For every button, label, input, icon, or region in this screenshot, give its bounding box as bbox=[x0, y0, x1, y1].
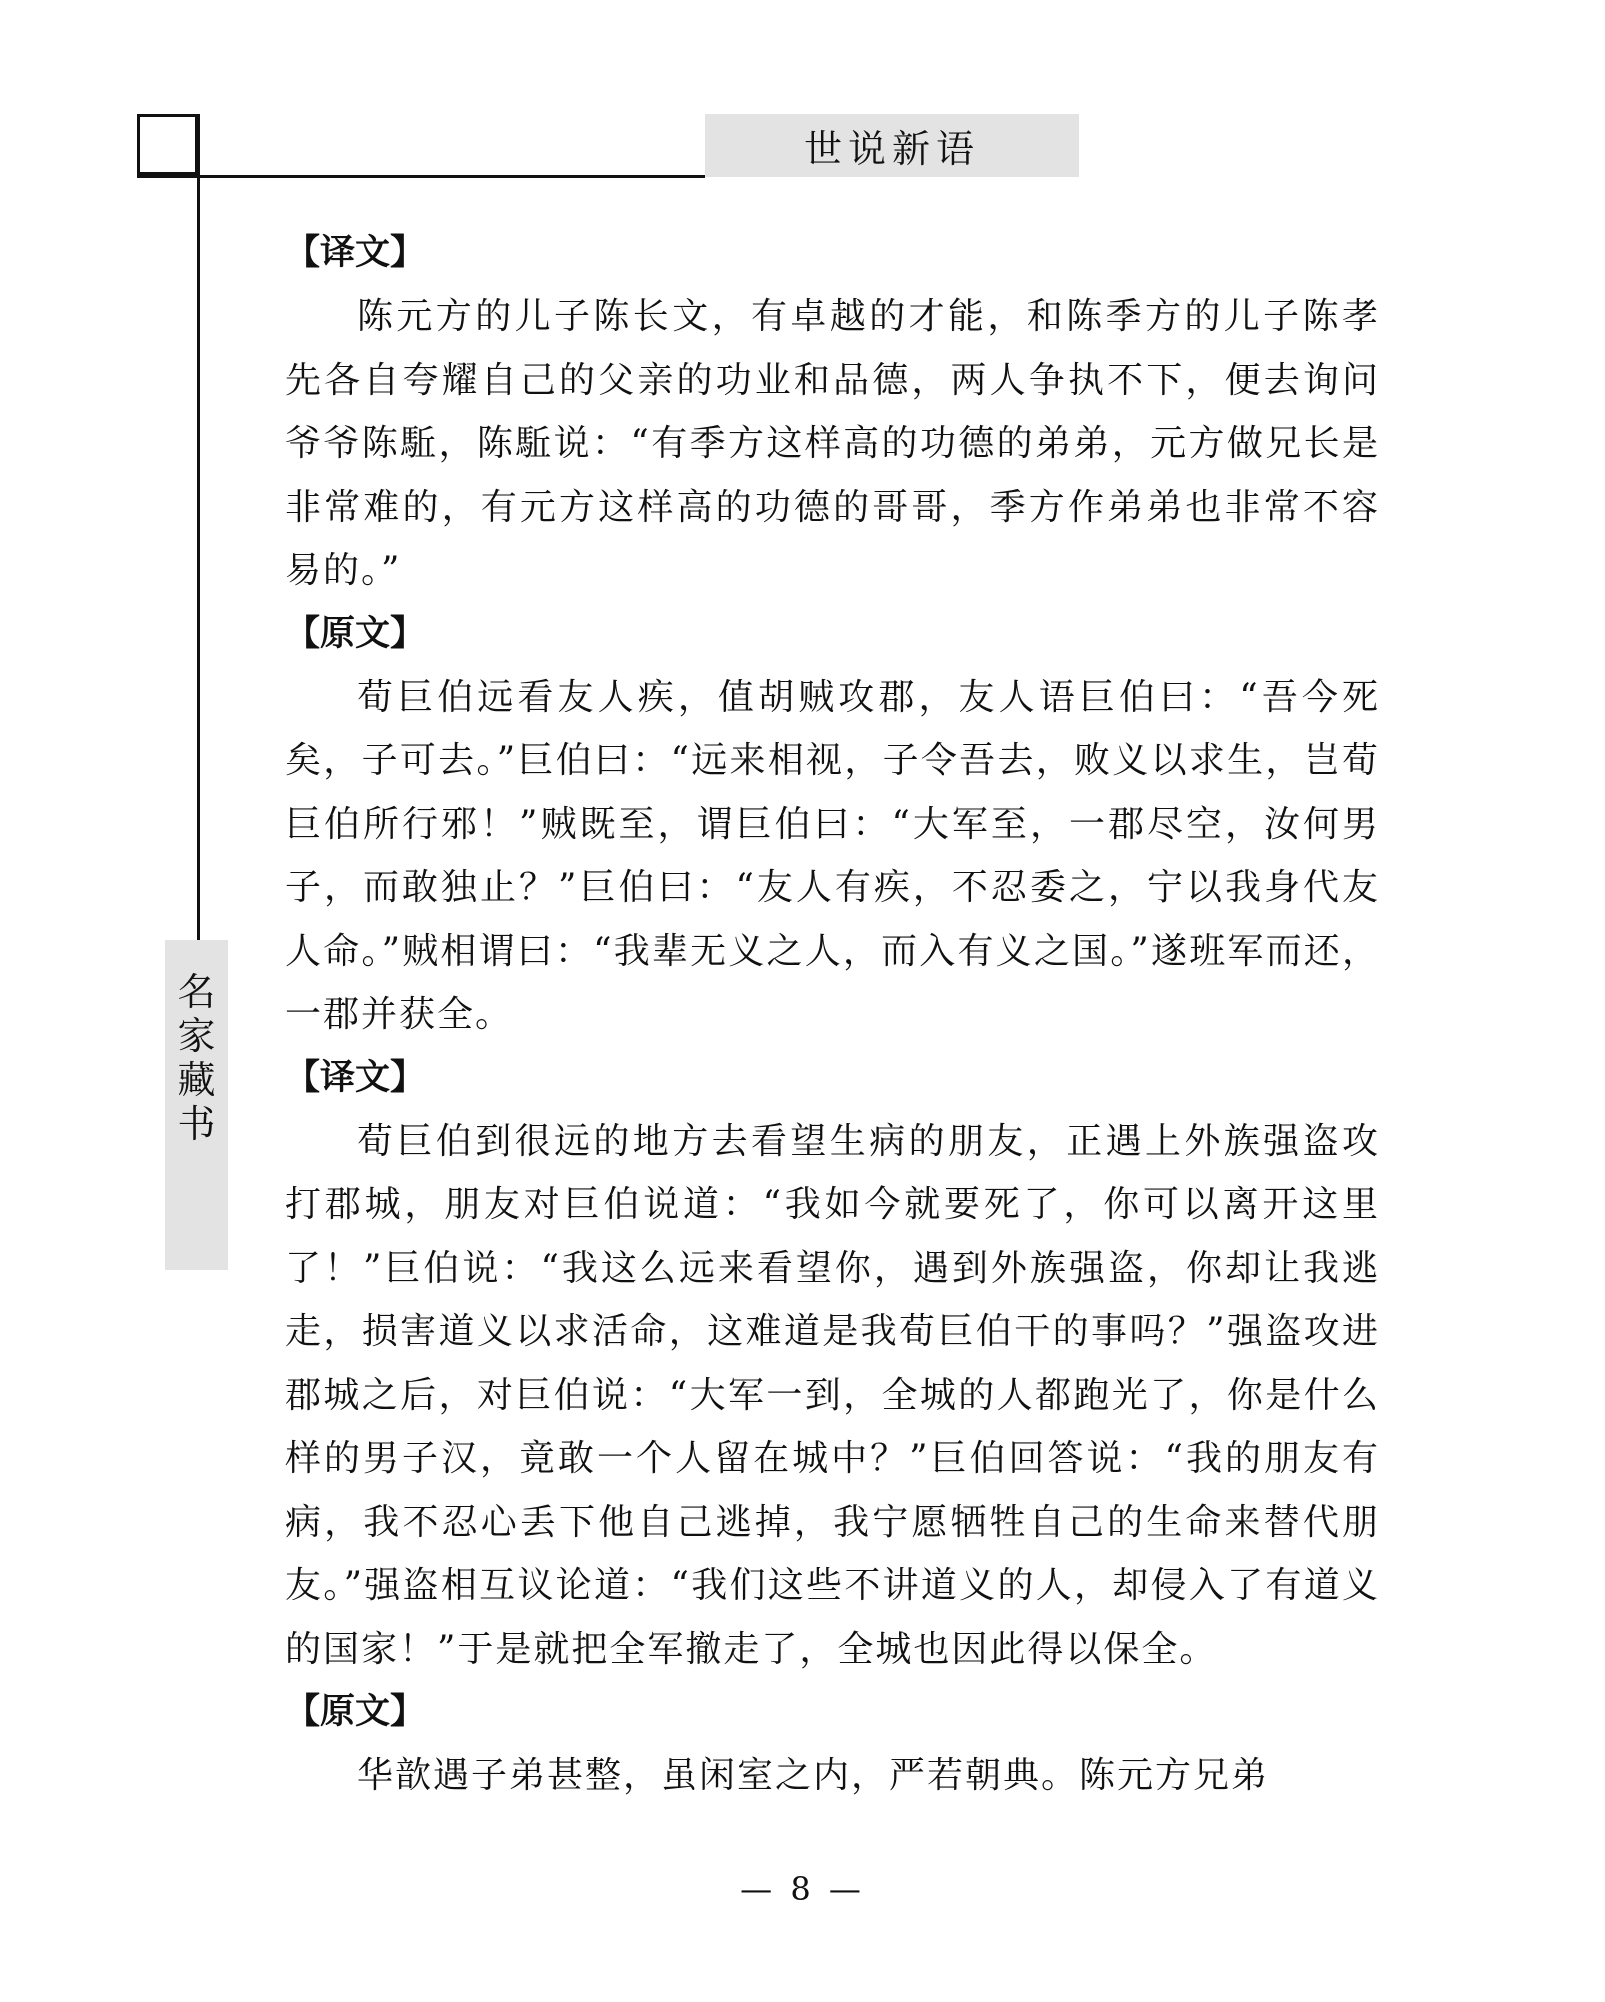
section-heading-original: 【原文】 bbox=[285, 1692, 426, 1732]
section-heading-translation: 【译文】 bbox=[285, 1057, 426, 1098]
side-series-tab bbox=[165, 940, 228, 1270]
side-tab-char: 家 bbox=[177, 1014, 216, 1058]
header-rule-line bbox=[137, 175, 705, 178]
section-paragraph: 荀巨伯远看友人疾，值胡贼攻郡，友人语巨伯曰：“吾今死矣，子可去。”巨伯曰：“远来相视，子令吾去，败义以求生，岂荀巨伯所行邪！”贼既至，谓巨伯曰：“大军至，一郡尽空，汝何男子，而敢独止？”巨伯曰：“友人有疾，不忍委之，宁以我身代友人命。”贼相谓曰：“我辈无义之人，而入有义之国。”遂班军而还，一郡并获全。 bbox=[285, 676, 1380, 1035]
section-paragraph: 陈元方的儿子陈长文，有卓越的才能，和陈季方的儿子陈孝先各自夸耀自己的父亲的功业和品德，两人争执不下，便去询问爷爷陈駈，陈駈说：“有季方这样高的功德的弟弟，元方做兄长是非常难的，有元方这样高的功德的哥哥，季方作弟弟也非常不容易的。” bbox=[285, 296, 1380, 591]
margin-rule-line bbox=[197, 114, 200, 944]
side-tab-char: 书 bbox=[177, 1102, 216, 1146]
book-title: 世说新语 bbox=[705, 114, 1079, 177]
page-body bbox=[285, 222, 1380, 1808]
corner-decoration-box bbox=[137, 114, 198, 175]
section-paragraph: 荀巨伯到很远的地方去看望生病的朋友，正遇上外族强盗攻打郡城，朋友对巨伯说道：“我如今就要死了，你可以离开这里了！”巨伯说：“我这么远来看望你，遇到外族强盗，你却让我逃走，损害道义以求活命，这难道是我荀巨伯干的事吗？”强盗攻进郡城之后，对巨伯说：“大军一到，全城的人都跑光了，你是什么样的男子汉，竟敢一个人留在城中？”巨伯回答说：“我的朋友有病，我不忍心丢下他自己逃掉，我宁愿牺牲自己的生命来替代朋友。”强盗相互议论道：“我们这些不讲道义的人，却侵入了有道义的国家！”于是就把全军撤走了，全城也因此得以保全。 bbox=[285, 1120, 1380, 1670]
section-paragraph: 华歆遇子弟甚整，虽闲室之内，严若朝典。陈元方兄弟 bbox=[357, 1755, 1270, 1796]
page-number: — 8 — bbox=[740, 1870, 865, 1908]
side-tab-char: 藏 bbox=[177, 1058, 216, 1102]
section-heading-translation: 【译文】 bbox=[285, 233, 426, 273]
section-heading-original: 【原文】 bbox=[285, 613, 426, 654]
side-tab-char: 名 bbox=[177, 970, 216, 1014]
